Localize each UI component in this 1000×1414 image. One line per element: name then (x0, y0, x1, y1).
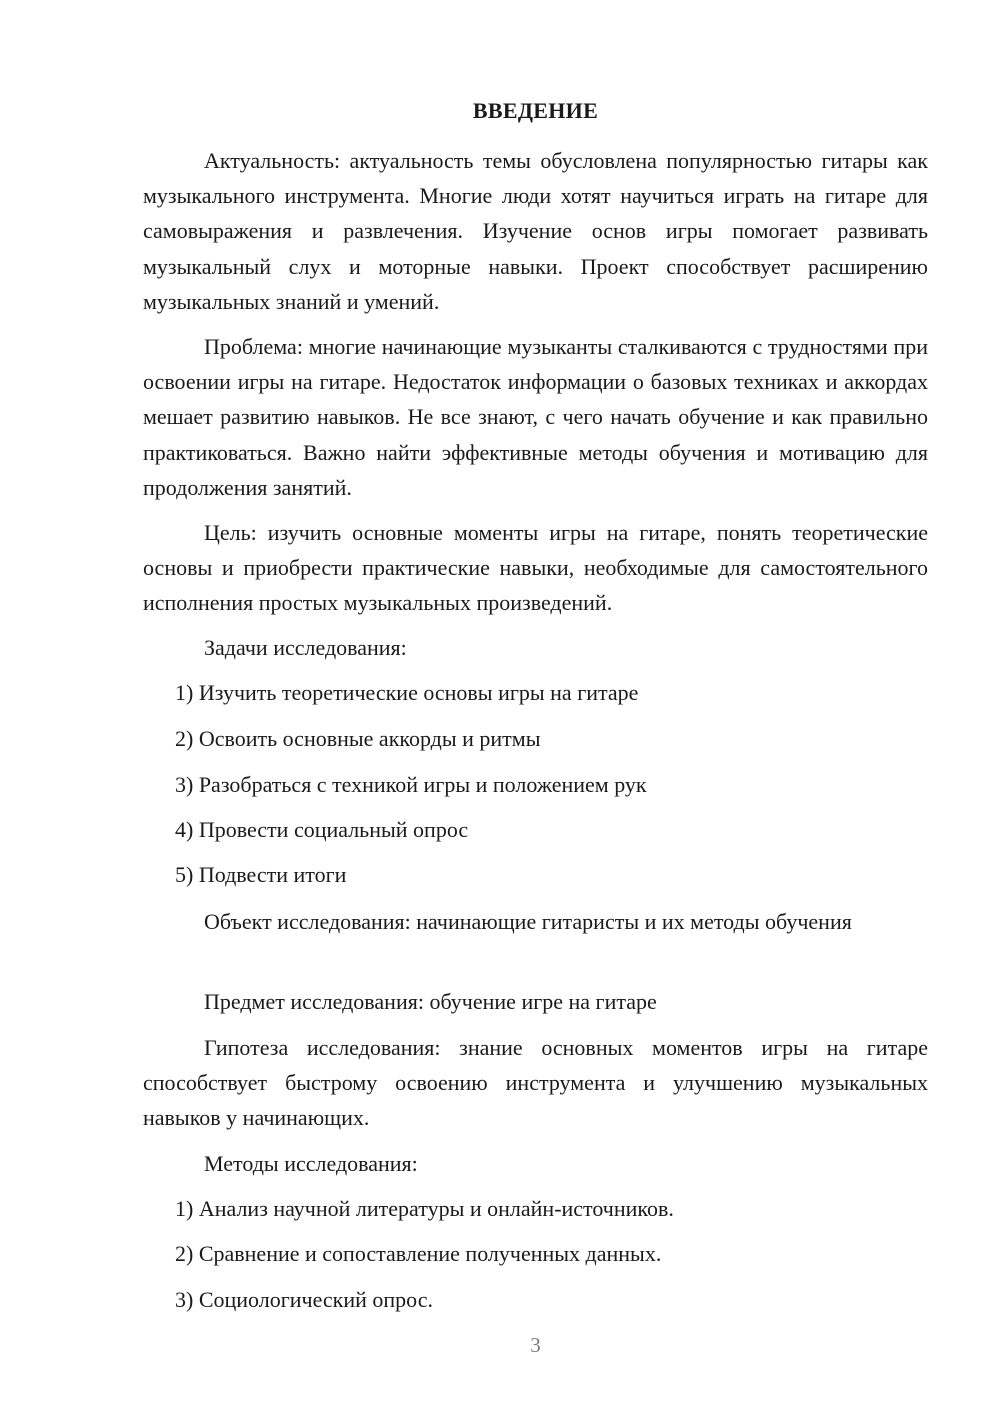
method-item: 3) Социологический опрос. (175, 1287, 433, 1312)
object-paragraph: Объект исследования: начинающие гитаристы и их методы обучения (204, 909, 852, 934)
relevance-paragraph: Актуальность: актуальность темы обусловлена популярностью гитары как музыкального инструмента. Многие люди хотят научиться играть на гитаре для самовыражения и развлечения. Изучение основ игры помогает развивать музыкальный слух и моторные навыки. Проект способствует расширению музыкальных знаний и умений. (143, 148, 928, 314)
method-item: 2) Сравнение и сопоставление полученных данных. (175, 1241, 662, 1266)
task-item: 1) Изучить теоретические основы игры на гитаре (175, 680, 639, 705)
method-item: 1) Анализ научной литературы и онлайн-источников. (175, 1196, 674, 1221)
task-item: 5) Подвести итоги (175, 862, 347, 887)
methods-heading: Методы исследования: (204, 1151, 418, 1176)
goal-paragraph: Цель: изучить основные моменты игры на гитаре, понять теоретические основы и приобрести практические навыки, необходимые для самостоятельного исполнения простых музыкальных произведений. (143, 520, 928, 616)
page-number: 3 (530, 1333, 541, 1357)
subject-paragraph: Предмет исследования: обучение игре на гитаре (204, 989, 657, 1014)
problem-paragraph: Проблема: многие начинающие музыканты сталкиваются с трудностями при освоении игры на гитаре. Недостаток информации о базовых техниках и аккордах мешает развитию навыков. Не все знают, с чего начать обучение и как правильно практиковаться. Важно найти эффективные методы обучения и мотивацию для продолжения занятий. (143, 334, 928, 500)
page-title: ВВЕДЕНИЕ (472, 98, 599, 123)
hypothesis-paragraph: Гипотеза исследования: знание основных моментов игры на гитаре способствует быстрому освоению инструмента и улучшению музыкальных навыков у начинающих. (143, 1035, 928, 1131)
task-item: 4) Провести социальный опрос (175, 817, 469, 842)
tasks-heading: Задачи исследования: (204, 635, 407, 660)
task-item: 2) Освоить основные аккорды и ритмы (175, 726, 541, 751)
task-item: 3) Разобраться с техникой игры и положением рук (175, 772, 647, 797)
